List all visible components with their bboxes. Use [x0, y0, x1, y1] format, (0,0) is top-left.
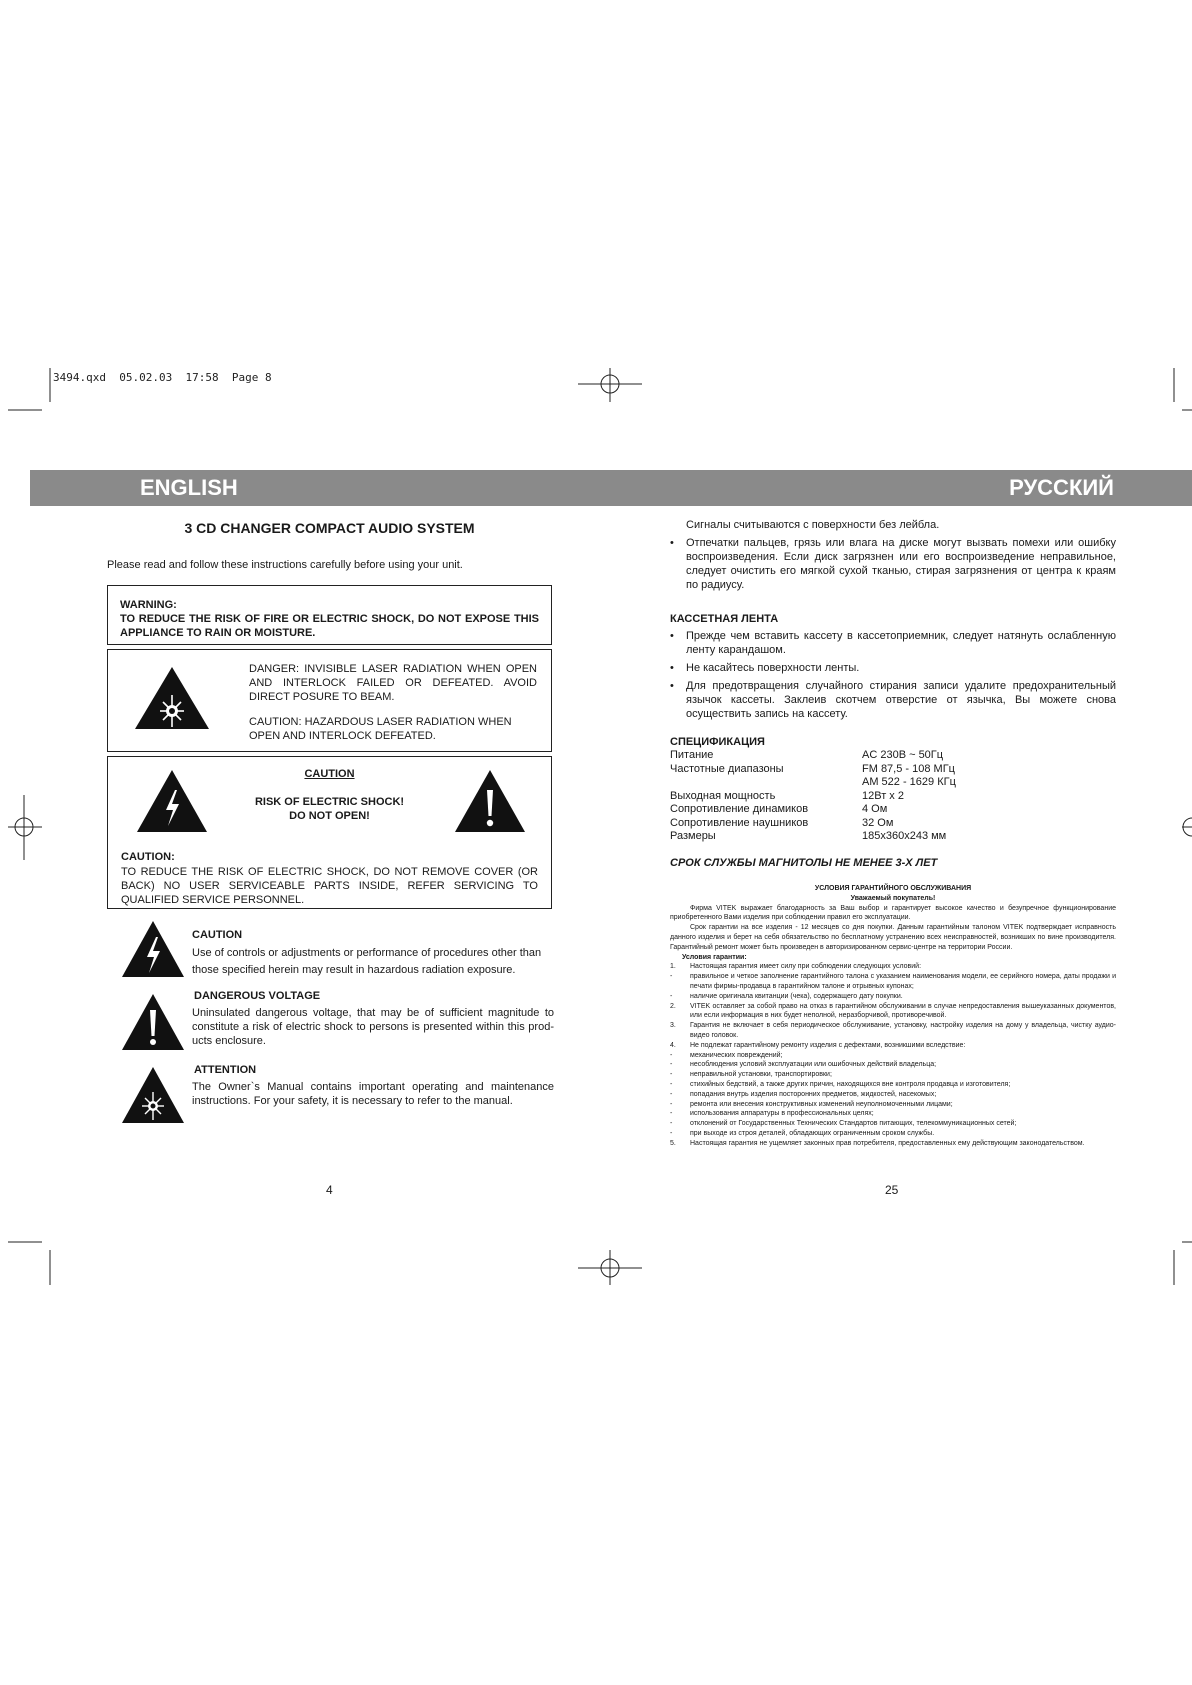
- symbol-caution-head: CAUTION: [192, 929, 243, 941]
- warranty-item: [670, 972, 1116, 992]
- warranty-item-marker: 2.: [670, 1002, 676, 1010]
- header-english: ENGLISH: [140, 475, 238, 500]
- warranty-item: [670, 992, 1116, 1002]
- warranty-paragraph: Срок гарантии на все изделия - 12 месяцев со дня покупки. Данным гарантийным талоном VITEK подтверждает исправность данного изделия и берет на себя обязательство по бесплатному устранению всех неисправностей, возникших по вине производителя. Гарантийный ремонт может быть произведен в авторизированном сервис-центре на территории России.: [670, 924, 1116, 951]
- warranty-item-text: Гарантия не включает в себя периодическое обслуживание, установку, настройку изделия на дому у владельца, чистку аудио-видео головок.: [690, 1022, 1116, 1039]
- slug-file: 3494.qxd: [53, 371, 106, 384]
- spec-value: 32 Ом: [862, 817, 894, 829]
- warranty-item-marker: 1.: [670, 963, 676, 971]
- warranty-item-marker: -: [670, 1061, 673, 1069]
- warranty-item-text: несоблюдения условий эксплуатации или ошибочных действий владельца;: [690, 1061, 937, 1069]
- warranty-item-text: Настоящая гарантия имеет силу при соблюдении следующих условий:: [690, 963, 922, 971]
- warranty-paragraph: Фирма VITEK выражает благодарность за Ваш выбор и гарантирует высокое качество и безупречное функционирование приобретенного Вами изделия при соблюдении правил его эксплуатации.: [670, 904, 1116, 922]
- lightning-symbol-icon: [120, 919, 186, 979]
- warranty-item: [670, 1080, 1116, 1090]
- caution-box-text: TO REDUCE THE RISK OF ELECTRIC SHOCK, DO NOT REMOVE COVER (OR BACK) NO USER SERVICEABLE PARTS INSIDE, REFER SERVICING TO QUALIFIED SERVICE PERSONNEL.: [121, 866, 538, 906]
- warranty-items: [670, 962, 1116, 1148]
- caution-box-subhead: CAUTION:: [121, 851, 175, 863]
- warning-box: [107, 585, 552, 645]
- ru-disc-bullets: [670, 536, 1116, 596]
- symbol-attention-head: ATTENTION: [194, 1064, 257, 1076]
- warranty-item-text: наличие оригинала квитанции (чека), содержащего дату покупки.: [690, 992, 903, 1000]
- caution-box-head: CAUTION: [304, 768, 355, 780]
- warranty-item: [670, 1100, 1116, 1110]
- warranty-item: [670, 1041, 1116, 1051]
- spec-value: 12Вт х 2: [862, 790, 904, 802]
- ru-disc-bullet: • Отпечатки пальцев, грязь или влага на диске могут вызвать помехи или ошибку воспроизведения. Если диск загрязнен или его воспроизведение неправильное, следует очистить его мягкой сухой тканью, стирая загрязнения от центра к краям по радиусу.: [670, 536, 1116, 592]
- product-title: 3 CD CHANGER COMPACT AUDIO SYSTEM: [184, 520, 475, 536]
- slug-time: 17:58: [185, 371, 219, 384]
- registration-mark-bottom: [578, 1250, 642, 1285]
- language-header-bar: [30, 470, 1192, 506]
- warranty-item-text: механических повреждений;: [690, 1051, 783, 1059]
- ru-continuation-line: Сигналы считываются с поверхности без лейбла.: [686, 519, 940, 531]
- warranty-item: [670, 1060, 1116, 1070]
- symbol-voltage-head: DANGEROUS VOLTAGE: [194, 990, 321, 1002]
- warranty-greeting: Уважаемый покупатель!: [850, 894, 936, 902]
- danger-caution-text: CAUTION: HAZARDOUS LASER RADIATION WHEN OPEN AND INTERLOCK DEFEATED.: [249, 716, 512, 742]
- spec-value: FM 87,5 - 108 МГц: [862, 763, 955, 775]
- spec-value: AM 522 - 1629 КГц: [862, 776, 956, 788]
- ru-life-note: СРОК СЛУЖБЫ МАГНИТОЛЫ НЕ МЕНЕЕ 3-Х ЛЕТ: [670, 857, 938, 869]
- warranty-terms-head: Условия гарантии:: [682, 953, 747, 961]
- spec-label: Размеры: [670, 830, 716, 842]
- page-number-left: 4: [326, 1183, 333, 1197]
- warranty-item-text: при выходе из строя деталей, обладающих ограниченным сроком службы.: [690, 1129, 935, 1137]
- spec-label: Сопротивление наушников: [670, 817, 809, 829]
- warranty-item: [670, 1119, 1116, 1129]
- ru-tape-bullet: • Прежде чем вставить кассету в кассетоприемник, следует натянуть ослабленную ленту карандашом.: [670, 629, 1116, 657]
- slug-date: 05.02.03: [119, 371, 173, 384]
- warranty-item-marker: -: [670, 1129, 673, 1137]
- warranty-item-text: стихийных бедствий, а также других причин, находящихся вне контроля продавца и изготовителя;: [690, 1080, 1011, 1088]
- symbol-caution-text: Use of controls or adjustments or performance of procedures other than those specified herein may result in hazardous radiation exposure.: [192, 947, 542, 976]
- ru-tape-head: КАССЕТНАЯ ЛЕНТА: [670, 613, 779, 625]
- warranty-item: [670, 1070, 1116, 1080]
- warranty-item-text: Не подлежат гарантийному ремонту изделия с дефектами, возникшими вследствие:: [690, 1041, 966, 1049]
- ru-tape-bullets: [670, 629, 1116, 725]
- laser-warning-icon: [133, 665, 211, 731]
- symbol-voltage-text: Uninsulated dangerous voltage, that may be of sufficient magnitude to constitute a risk of electric shock to persons is presented within this prod-ucts enclosure.: [192, 1007, 554, 1047]
- warranty-item-marker: -: [670, 1071, 673, 1079]
- warranty-item-marker: 4.: [670, 1041, 676, 1049]
- slug-page: Page 8: [231, 371, 272, 384]
- warranty-title: УСЛОВИЯ ГАРАНТИЙНОГО ОБСЛУЖИВАНИЯ: [814, 885, 972, 892]
- warranty-item: [670, 1021, 1116, 1041]
- warranty-item-text: попадания внутрь изделия посторонних предметов, жидкостей, насекомых;: [690, 1090, 937, 1098]
- slug-line: [53, 371, 272, 384]
- ru-tape-bullet: • Не касайтесь поверхности ленты.: [670, 661, 1116, 675]
- shock-caution-box: [107, 756, 552, 909]
- warranty-item: [670, 1090, 1116, 1100]
- warranty-item: [670, 1129, 1116, 1139]
- spec-value: 185х360х243 мм: [862, 830, 947, 842]
- warranty-item-marker: -: [670, 973, 673, 981]
- warranty-item: [670, 1109, 1116, 1119]
- warranty-item-text: отклонений от Государственных Технических Стандартов питающих, телекоммуникационных сетей;: [690, 1120, 1017, 1128]
- caution-box-line2: DO NOT OPEN!: [289, 810, 370, 822]
- warranty-item-marker: -: [670, 992, 673, 1000]
- warranty-terms: [670, 884, 1116, 1149]
- caution-box-line1: RISK OF ELECTRIC SHOCK!: [254, 796, 405, 808]
- intro-text: Please read and follow these instructions carefully before using your unit.: [107, 559, 463, 571]
- warranty-item-marker: 3.: [670, 1022, 676, 1030]
- registration-mark-top: [578, 368, 642, 402]
- exclamation-symbol-icon: [120, 992, 186, 1052]
- warranty-item: [670, 1051, 1116, 1061]
- spec-label: Сопротивление динамиков: [670, 803, 809, 815]
- warranty-item-marker: 5.: [670, 1139, 676, 1147]
- warranty-item-text: использования аппаратуры в профессиональных целях;: [690, 1110, 874, 1118]
- warranty-item-text: ремонта или внесения конструктивных изменений неуполномоченными лицами;: [690, 1100, 953, 1108]
- warranty-item-marker: -: [670, 1051, 673, 1059]
- laser-danger-box: [107, 649, 552, 752]
- ru-tape-bullet: • Для предотвращения случайного стирания записи удалите предохранительный язычок кассеты. Заклеив скотчем отверстие от язычка, Вы можете снова осуществить запись на кассету.: [670, 679, 1116, 721]
- page-number-right: 25: [885, 1183, 899, 1197]
- warning-head: WARNING:: [120, 599, 177, 611]
- spec-label: Частотные диапазоны: [670, 763, 784, 775]
- ru-spec-head: СПЕЦИФИКАЦИЯ: [670, 736, 765, 748]
- warranty-item-text: правильное и четкое заполнение гарантийного талона с указанием наименования модели, ее серийного номера, даты продажи и печати фирмы-продавца в гарантийном талоне и отрывных купонах;: [690, 973, 1116, 990]
- warranty-item-marker: -: [670, 1090, 673, 1098]
- warranty-item-marker: -: [670, 1100, 673, 1108]
- laser-symbol-icon: [120, 1065, 186, 1125]
- spec-label: Выходная мощность: [670, 790, 776, 802]
- warranty-item-text: VITEK оставляет за собой право на отказ в гарантийном обслуживании в случае непредоставления вышеуказанных документов, или если информация в них будет неполной, неразборчивой, противоречивой.: [690, 1002, 1116, 1020]
- spec-label: Питание: [670, 749, 714, 761]
- header-russian: РУССКИЙ: [1009, 475, 1114, 500]
- warning-text: TO REDUCE THE RISK OF FIRE OR ELECTRIC SHOCK, DO NOT EXPOSE THIS APPLIANCE TO RAIN OR MOISTURE.: [120, 613, 539, 639]
- registration-mark-left: [8, 795, 42, 860]
- symbol-attention-text: The Owner`s Manual contains important operating and maintenance instructions. For your safety, it is necessary to refer to the manual.: [192, 1081, 554, 1107]
- warranty-item-marker: -: [670, 1080, 673, 1088]
- warranty-item-text: Настоящая гарантия не ущемляет законных прав потребителя, предоставленных ему действующим законодательством.: [690, 1139, 1085, 1147]
- registration-mark-right: [1182, 818, 1192, 836]
- spec-value: 4 Ом: [862, 803, 888, 815]
- warranty-item: [670, 962, 1116, 972]
- exclamation-warning-icon: [453, 768, 527, 834]
- warranty-item: [670, 1002, 1116, 1022]
- warranty-item-text: неправильной установки, транспортировки;: [690, 1071, 832, 1079]
- danger-text: DANGER: INVISIBLE LASER RADIATION WHEN OPEN AND INTERLOCK FAILED OR DEFEATED. AVOID DIRECT POSURE TO BEAM.: [249, 663, 537, 703]
- spec-value: AC 230В ~ 50Гц: [862, 749, 944, 761]
- warranty-item-marker: -: [670, 1110, 673, 1118]
- warranty-item: [670, 1139, 1116, 1149]
- warranty-item-marker: -: [670, 1120, 673, 1128]
